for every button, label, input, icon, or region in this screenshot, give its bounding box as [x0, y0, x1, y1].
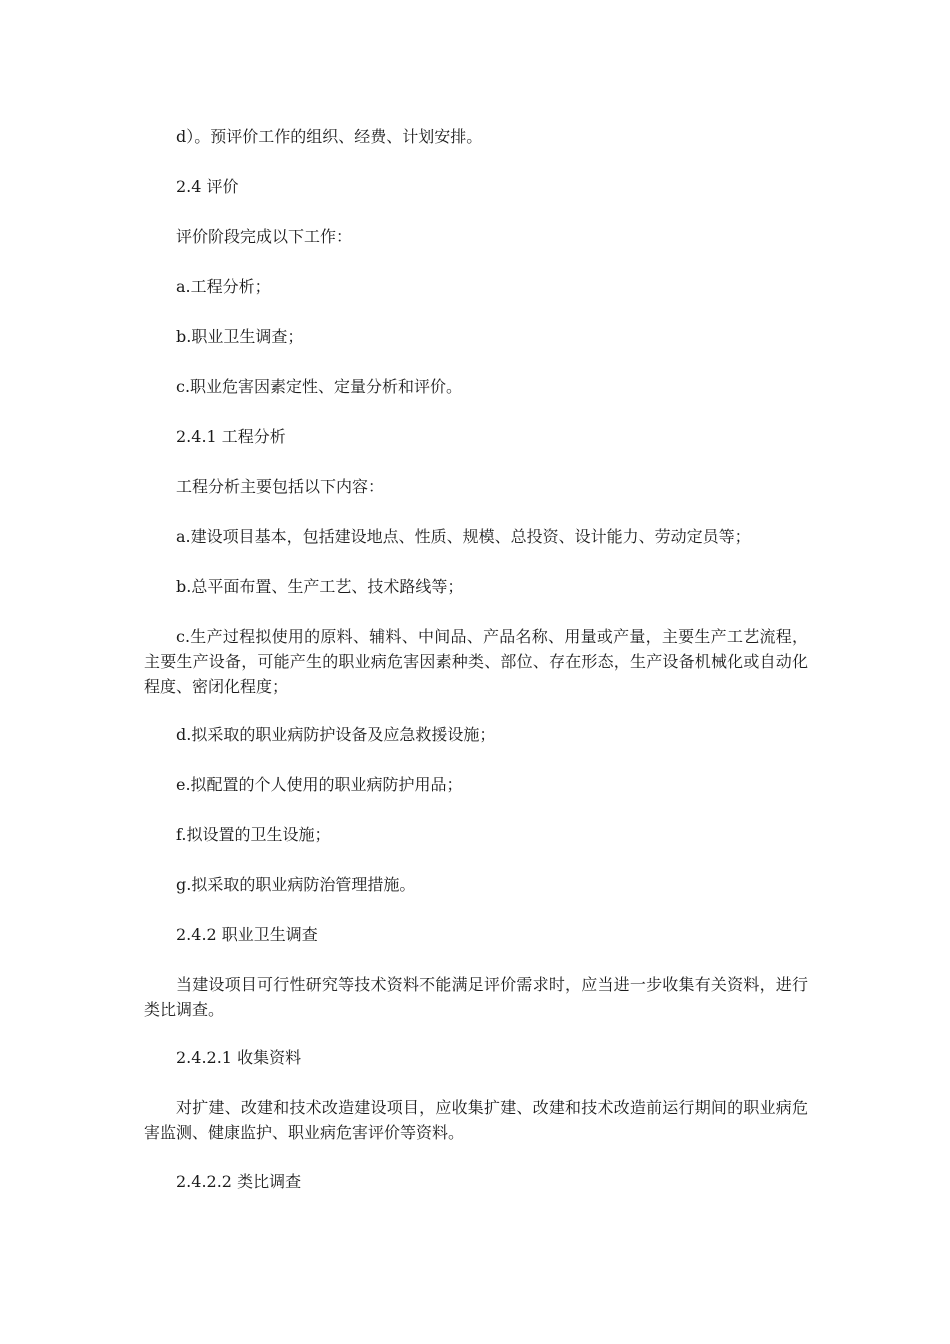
paragraph-evaluation-tasks: 评价阶段完成以下工作：: [176, 227, 353, 246]
list-item-b-layout: b.总平面布置、生产工艺、技术路线等；: [176, 577, 464, 596]
heading-2-4-1: 2.4.1 工程分析: [176, 427, 286, 446]
heading-2-4-evaluation: 2.4 评价: [176, 177, 239, 196]
heading-2-4-2-2: 2.4.2.2 类比调查: [176, 1172, 302, 1191]
list-item-g-management-measures: g.拟采取的职业病防治管理措施。: [176, 875, 416, 894]
list-item-c-production-process: c.生产过程拟使用的原料、辅料、中间品、产品名称、用量或产量，主要生产工艺流程，主要生产设备，可能产生的职业病危害因素种类、部位、存在形态，生产设备机械化或自动化程度、密闭化程度；: [144, 627, 808, 696]
paragraph-organization: d）。预评价工作的组织、经费、计划安排。: [176, 127, 483, 146]
paragraph-collect-materials: 对扩建、改建和技术改造建设项目，应收集扩建、改建和技术改造前运行期间的职业病危害监测、健康监护、职业病危害评价等资料。: [144, 1098, 808, 1142]
paragraph-analysis-contents: 工程分析主要包括以下内容：: [176, 477, 385, 496]
heading-2-4-2-1: 2.4.2.1 收集资料: [176, 1048, 302, 1067]
list-item-d-protective-equipment: d.拟采取的职业病防护设备及应急救援设施；: [176, 725, 496, 744]
heading-2-4-2: 2.4.2 职业卫生调查: [176, 925, 318, 944]
list-item-f-sanitary-facilities: f.拟设置的卫生设施；: [176, 825, 331, 844]
list-item-e-personal-protection: e.拟配置的个人使用的职业病防护用品；: [176, 775, 463, 794]
list-item-a-project-basics: a.建设项目基本，包括建设地点、性质、规模、总投资、设计能力、劳动定员等；: [176, 527, 751, 546]
list-item-health-survey: b.职业卫生调查；: [176, 327, 304, 346]
list-item-engineering-analysis: a.工程分析；: [176, 277, 271, 296]
list-item-hazard-analysis: c.职业危害因素定性、定量分析和评价。: [176, 377, 463, 396]
paragraph-analogy-survey-need: 当建设项目可行性研究等技术资料不能满足评价需求时，应当进一步收集有关资料，进行类比调查。: [144, 975, 808, 1019]
